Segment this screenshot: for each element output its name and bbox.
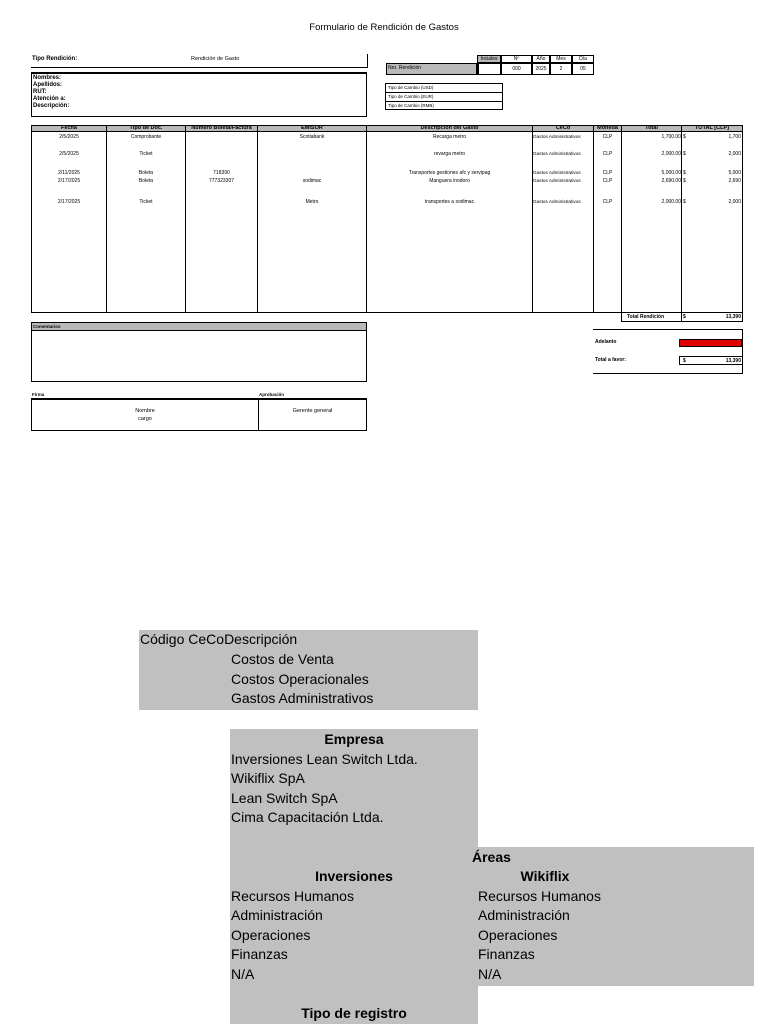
adelanto-label: Adelanto bbox=[595, 339, 617, 345]
table-row-4-ceco: Gastos Administrativos bbox=[533, 199, 581, 204]
ceco-item: Costos de Venta bbox=[231, 651, 334, 667]
adelanto-field[interactable] bbox=[679, 339, 742, 347]
areas-inversiones-item: N/A bbox=[231, 965, 255, 982]
nro-header-n: Nº bbox=[501, 55, 532, 63]
firma-label: Firma bbox=[32, 392, 45, 397]
nro-rendicion-label: Nro. Rendición bbox=[388, 65, 422, 71]
areas-wikiflix-item: N/A bbox=[478, 965, 502, 982]
exchange-rmb: Tipo de Cambio (RMB) bbox=[388, 103, 434, 108]
areas-wikiflix bbox=[478, 867, 612, 984]
table-row-0-ceco: Gastos Administrativos bbox=[533, 134, 581, 139]
tipo-rendicion-row bbox=[31, 54, 368, 68]
table-row-3-moneda: CLP bbox=[602, 178, 613, 184]
table-row-1-cur: $ bbox=[683, 151, 686, 157]
table-row-4-tipo: Ticket bbox=[139, 199, 153, 205]
col-header-ceco: CeCo bbox=[532, 125, 594, 132]
table-row-2-clp: 5,000 bbox=[728, 170, 741, 176]
table-row-1-clp: 2,000 bbox=[728, 151, 741, 157]
table-row-0-cur: $ bbox=[683, 134, 686, 140]
table-row-4-desc: transportes a sodimac bbox=[424, 199, 475, 205]
nro-value-ano[interactable]: 2025 bbox=[532, 63, 550, 75]
empresa-item: Inversiones Lean Switch Ltda. bbox=[231, 750, 418, 767]
table-row-4-total: 2,000.00 bbox=[661, 199, 681, 205]
nro-header-mes: Mes bbox=[550, 55, 572, 63]
col-header-numero: Número Boleta/Factura bbox=[185, 125, 258, 132]
table-row-4-moneda: CLP bbox=[602, 199, 613, 205]
ceco-items bbox=[231, 650, 373, 709]
nro-value-iniciales[interactable] bbox=[477, 63, 501, 75]
table-row-1-tipo: Ticket bbox=[139, 151, 153, 157]
nro-value-mes[interactable]: 2 bbox=[550, 63, 572, 75]
table-row-3-ceco: Gastos Administrativos bbox=[533, 178, 581, 183]
table-row-3-total: 2,690.00 bbox=[661, 178, 681, 184]
areas-inversiones bbox=[231, 867, 477, 984]
table-row-3-desc: Manguera inodoro bbox=[429, 178, 470, 184]
nro-rendicion-box bbox=[386, 55, 594, 75]
aprobacion-label: Aprobación bbox=[259, 392, 285, 397]
summary-box bbox=[593, 329, 743, 374]
rut-label: RUT: bbox=[33, 89, 47, 95]
areas-inversiones-item: Operaciones bbox=[231, 926, 311, 943]
ceco-code-header: Código CeCo bbox=[140, 631, 225, 647]
table-row-3-tipo: Boleta bbox=[138, 178, 154, 184]
table-row-2-ceco: Gastos Administrativos bbox=[533, 170, 581, 175]
table-row-3-fecha: 2/17/2025 bbox=[57, 178, 81, 184]
empresa-header: Empresa bbox=[324, 731, 384, 747]
table-row-3-emisor: sodimac bbox=[302, 178, 322, 184]
table-row-2-desc: Transportes gestiones afc y servipag bbox=[408, 170, 491, 176]
total-favor-currency: $ bbox=[683, 358, 686, 364]
aprobacion-box bbox=[258, 398, 367, 431]
table-row-0-fecha: 2/5/2025 bbox=[59, 134, 79, 140]
page-title: Formulario de Rendición de Gastos bbox=[309, 22, 459, 33]
total-favor-value: 13,390 bbox=[725, 358, 741, 364]
areas-wikiflix-item: Operaciones bbox=[478, 926, 558, 943]
table-row-0-tipo: Comprobante bbox=[130, 134, 162, 140]
nro-header-ano: Año bbox=[532, 55, 550, 63]
firma-box bbox=[31, 398, 259, 431]
exchange-usd: Tipo de Cambio (USD) bbox=[386, 84, 502, 93]
nombres-label: Nombres: bbox=[33, 75, 62, 81]
areas-header: Áreas bbox=[472, 849, 511, 865]
table-row-4-emisor: Metro bbox=[305, 199, 319, 205]
total-rendicion-value: 13,390 bbox=[725, 314, 741, 320]
empresa-item: Wikiflix SpA bbox=[231, 770, 305, 786]
total-rendicion-label: Total Rendición bbox=[627, 314, 665, 320]
table-row-2-cur: $ bbox=[683, 170, 686, 176]
nro-header-iniciales: Inciales bbox=[477, 55, 501, 63]
areas-wikiflix-header: Wikiflix bbox=[520, 868, 570, 884]
table-row-1-ceco: Gastos Administrativos bbox=[533, 151, 581, 156]
ceco-item: Costos Operacionales bbox=[231, 670, 369, 687]
table-row-0-moneda: CLP bbox=[602, 134, 613, 140]
areas-inversiones-item: Administración bbox=[231, 907, 323, 923]
nro-header-dia: Día bbox=[572, 55, 594, 63]
table-row-1-fecha: 2/5/2025 bbox=[59, 151, 79, 157]
table-row-2-numero: 718390 bbox=[213, 170, 230, 176]
table-row-2-fecha: 2/11/2025 bbox=[58, 170, 80, 176]
areas-inversiones-item: Finanzas bbox=[231, 946, 288, 962]
table-row-2-moneda: CLP bbox=[602, 170, 613, 176]
empresa-item: Lean Switch SpA bbox=[231, 789, 338, 806]
table-row-2-tipo: Boleta bbox=[138, 170, 154, 176]
ceco-desc-header: Descripción bbox=[224, 631, 298, 647]
areas-wikiflix-item: Recursos Humanos bbox=[478, 887, 601, 904]
col-header-fecha: Fecha bbox=[31, 125, 107, 132]
table-row-0-clp: 1,700 bbox=[728, 134, 741, 140]
table-row-0-desc: Recarga metro bbox=[432, 134, 467, 140]
areas-inversiones-header: Inversiones bbox=[315, 868, 393, 884]
tipo-registro-header: Tipo de registro bbox=[301, 1005, 407, 1021]
descripcion-label: Descripción: bbox=[33, 103, 70, 109]
areas-wikiflix-item: Finanzas bbox=[478, 946, 535, 962]
total-rendicion-currency: $ bbox=[683, 314, 686, 320]
table-row-3-cur: $ bbox=[683, 178, 686, 184]
atencion-label: Atención a: bbox=[33, 96, 66, 102]
table-row-0-total: 1,700.00 bbox=[661, 134, 681, 140]
expense-table-body bbox=[31, 131, 743, 313]
col-header-total-clp: TOTAL [CLP] bbox=[681, 125, 743, 132]
tipo-rendicion-label: Tipo Rendición: bbox=[32, 56, 78, 62]
firma-nombre: Nombre bbox=[135, 408, 155, 414]
exchange-eur: Tipo de Cambio (EUR) bbox=[386, 93, 502, 102]
nro-value-n[interactable]: 000 bbox=[501, 63, 532, 75]
table-row-4-clp: 2,000 bbox=[728, 199, 741, 205]
table-row-1-desc: revarga metro bbox=[433, 151, 466, 157]
table-row-1-total: 2,000.00 bbox=[661, 151, 681, 157]
areas-wikiflix-item: Administración bbox=[478, 907, 570, 923]
table-row-2-total: 5,000.00 bbox=[661, 170, 681, 176]
table-row-1-moneda: CLP bbox=[602, 151, 613, 157]
col-header-descripcion: Descripción del Gasto bbox=[366, 125, 533, 132]
col-header-moneda: Moneda bbox=[593, 125, 622, 132]
col-header-tipo: Tipo de Doc. bbox=[106, 125, 186, 132]
exchange-rate-box bbox=[385, 83, 503, 110]
table-row-3-clp: 2,690 bbox=[728, 178, 741, 184]
nro-value-dia[interactable]: 05 bbox=[572, 63, 594, 75]
comentarios-box[interactable] bbox=[31, 330, 367, 382]
aprobacion-gerente: Gerente general bbox=[292, 408, 333, 414]
comentarios-label: Comentarios bbox=[33, 324, 61, 329]
col-header-emisor: EMISOR bbox=[257, 125, 367, 132]
ceco-item: Gastos Administrativos bbox=[231, 690, 374, 706]
ceco-list bbox=[140, 630, 297, 650]
firma-cargo: cargo bbox=[138, 416, 152, 422]
table-row-4-fecha: 2/17/2025 bbox=[57, 199, 81, 205]
empresa-item: Cima Capacitación Ltda. bbox=[231, 809, 384, 825]
table-row-0-emisor: Scotiabank bbox=[299, 134, 325, 140]
personal-info-box bbox=[31, 72, 367, 117]
areas-inversiones-item: Recursos Humanos bbox=[231, 887, 354, 904]
empresa-list bbox=[231, 730, 477, 828]
total-favor-label: Total a favor: bbox=[595, 357, 627, 363]
table-row-3-numero: 777323307 bbox=[208, 178, 235, 184]
tipo-rendicion-value: Rendición de Gasto bbox=[191, 56, 240, 62]
apellidos-label: Apellidos: bbox=[33, 82, 63, 88]
col-header-total: Total bbox=[621, 125, 682, 132]
table-row-4-cur: $ bbox=[683, 199, 686, 205]
